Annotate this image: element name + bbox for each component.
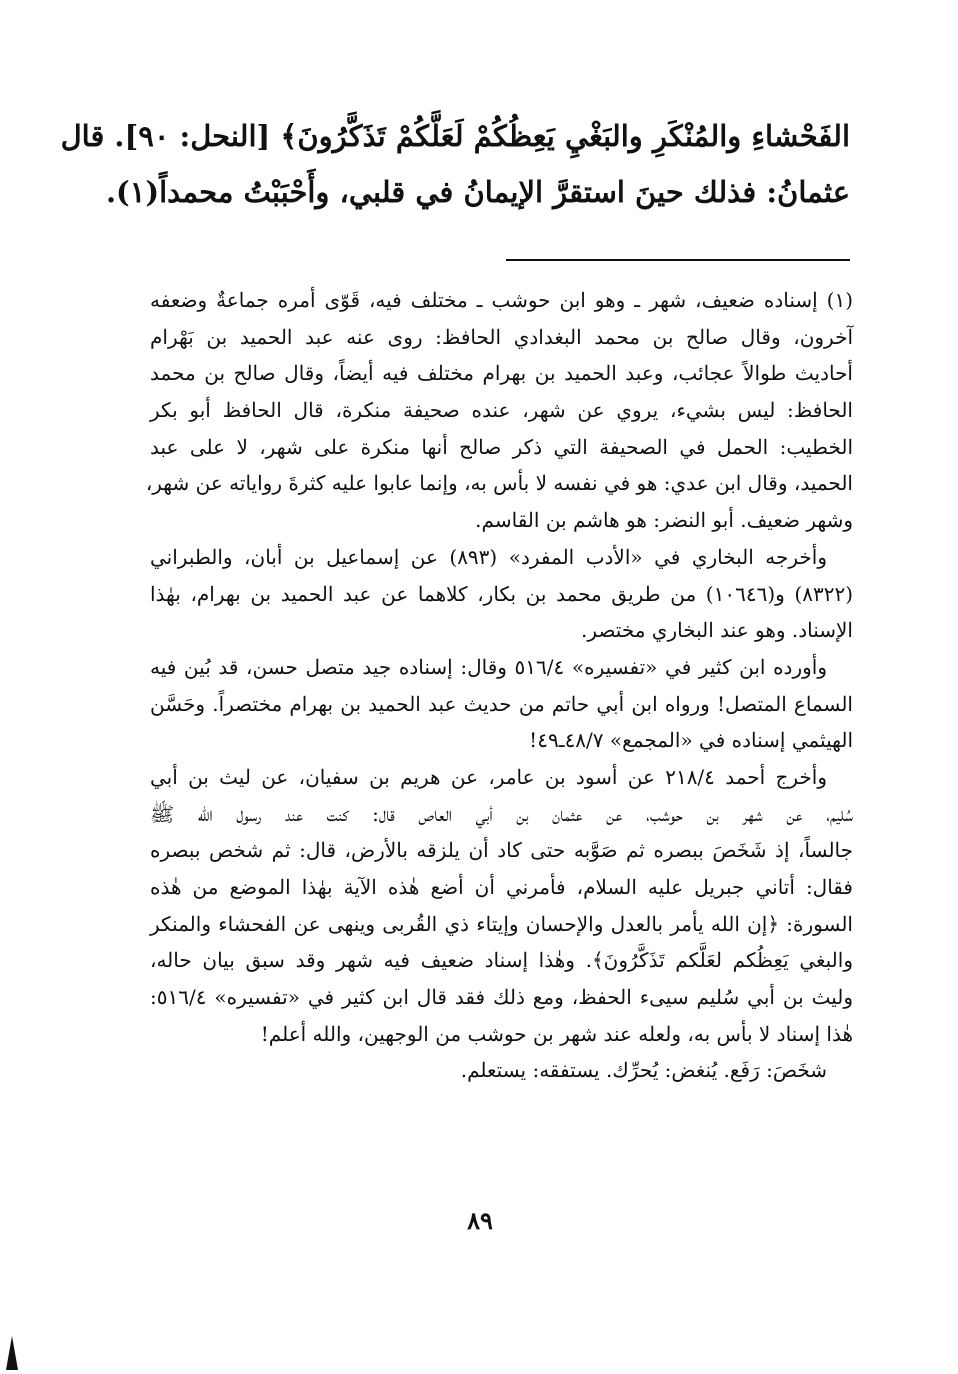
footnote-line: (١) إسناده ضعيف، شهر ـ وهو ابن حوشب ـ مختلف فيه، قَوّى أمره جماعةٌ وضعفه [150, 288, 853, 312]
footnote-line: (٨٣٢٢) و(١٠٦٤٦) من طريق محمد بن بكار، كلاهما عن عبد الحميد بن بهرام، بهٰذا [150, 581, 854, 606]
page-number: ٨٩ [467, 1206, 493, 1235]
footnote-line: وليث بن أبي سُليم سيىء الحفظ، ومع ذلك فقد قال ابن كثير في «تفسيره» ٥١٦/٤: [150, 985, 853, 1010]
footnote-line: فقال: أتاني جبريل عليه السلام، فأمرني أن أضع هٰذه الآية بهٰذا الموضع من هٰذه [150, 875, 853, 899]
corner-mark [6, 1336, 18, 1370]
footnote-line: جالساً، إذ شَخَصَ ببصره ثم صَوَّبه حتى كاد أن يلزقه بالأرض، قال: ثم شخص ببصره [150, 838, 853, 863]
footnote-line: وأخرجه البخاري في «الأدب المفرد» (٨٩٣) عن إسماعيل بن أبان، والطبراني [150, 544, 828, 569]
main-text-line: الفَحْشاءِ والمُنْكَرِ والبَغْيِ يَعِظُكُمْ لَعَلَّكُمْ تَذَكَّرُونَ﴾ [النحل: ٩٠]. قال [60, 119, 850, 153]
main-text [60, 108, 850, 220]
footnotes [145, 282, 854, 1089]
footnote-line: الحميد، وقال ابن عدي: هو في نفسه لا بأس به، وإنما عابوا عليه كثرةَ رواياته عن شهر، [145, 471, 853, 496]
footnote-line: آخرون، وقال صالح بن محمد البغدادي الحافظ: روى عنه عبد الحميد بن بَهْرام [150, 324, 853, 349]
footnote-line: والبغي يَعِظُكم لعَلَّكم تَذَكَّرُونَ﴾. وهٰذا إسناد ضعيف فيه شهر وقد سبق بيان حاله، [150, 948, 853, 973]
footnote-line: هٰذا إسناد لا بأس به، ولعله عند شهر بن حوشب من الوجهين، والله أعلم! [260, 1021, 853, 1046]
footnote-line: وشهر ضعيف. أبو النضر: هو هاشم بن القاسم. [475, 508, 853, 533]
footnote-line: سُليم، عن شهر بن حوشب، عن عثمان بن أبي العاص قال: كنت عند رسول الله ﷺ [150, 801, 853, 826]
footnote-line: السماع المتصل! ورواه ابن أبي حاتم من حديث عبد الحميد بن بهرام مختصراً. وحَسَّن [150, 691, 853, 716]
footnote-line: الهيثمي إسناده في «المجمع» ٤٨/٧ـ٤٩! [529, 728, 853, 753]
footnote-line: أحاديث طوالاً عجائب، وعبد الحميد بن بهرام مختلف فيه أيضاً، وقال صالح بن محمد [150, 361, 853, 386]
footnote-line: شخَصَ: رَفَع. يُنغض: يُحرِّك. يستفقه: يستعلم. [460, 1058, 827, 1083]
main-text-line: عثمانُ: فذلك حينَ استقرَّ الإيمانُ في قلبي، وأَحْبَبْتُ محمداً(١). [105, 175, 850, 209]
footnote-line: الخطيب: الحمل في الصحيفة التي ذكر صالح أنها منكرة على شهر، لا على عبد [150, 434, 854, 459]
footnote-separator [506, 259, 850, 261]
footnote-line: السورة: ﴿إن الله يأمر بالعدل والإحسان وإيتاء ذي القُربى وينهى عن الفحشاء والمنكر [150, 911, 853, 936]
footnote-line: وأورده ابن كثير في «تفسيره» ٥١٦/٤ وقال: إسناده جيد متصل حسن، قد بُين فيه [150, 654, 827, 679]
footnote-line: الحافظ: ليس بشيء، يروي عن شهر، عنده صحيفة منكرة، قال الحافظ أبو بكر [150, 398, 853, 423]
footnote-line: وأخرج أحمد ٢١٨/٤ عن أسود بن عامر، عن هريم بن سفيان، عن ليث بن أبي [150, 764, 827, 789]
footnote-line: الإسناد. وهو عند البخاري مختصر. [581, 618, 853, 643]
